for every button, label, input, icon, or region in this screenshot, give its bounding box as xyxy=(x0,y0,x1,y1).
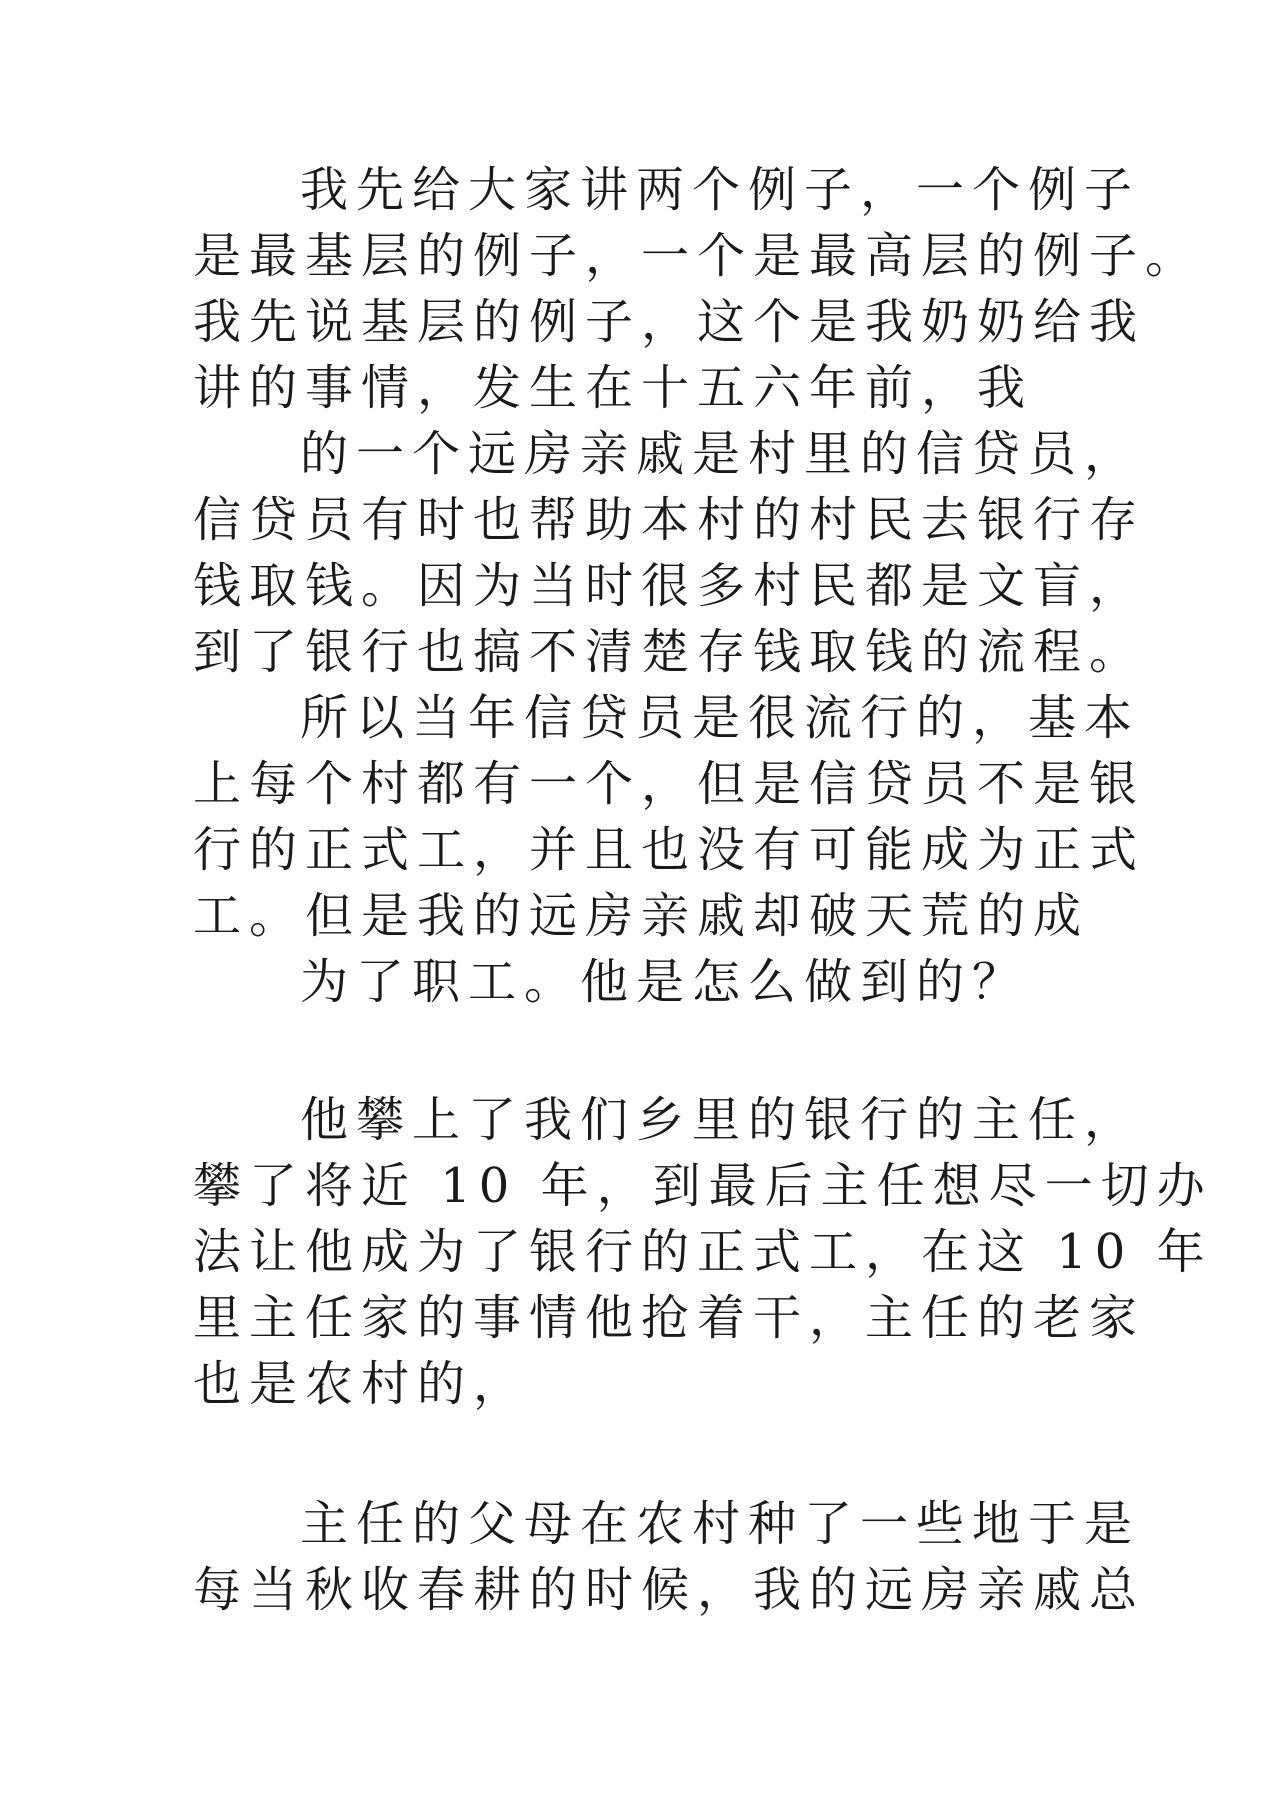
text-line: 也是农村的， xyxy=(193,1356,530,1412)
text-line: 他攀上了我们乡里的银行的主任， xyxy=(300,1092,1141,1148)
text-line: 主任的父母在农村种了一些地于是 xyxy=(300,1496,1141,1552)
text-line: 钱取钱。因为当时很多村民都是文盲， xyxy=(193,558,1146,614)
text-line: 讲的事情，发生在十五六年前，我 xyxy=(193,360,1034,416)
text-line: 上每个村都有一个，但是信贷员不是银 xyxy=(193,756,1146,812)
text-line: 到了银行也搞不清楚存钱取钱的流程。 xyxy=(193,624,1146,680)
text-line: 所以当年信贷员是很流行的，基本 xyxy=(300,690,1141,746)
text-line: 是最基层的例子，一个是最高层的例子。 xyxy=(193,228,1202,284)
text-line: 为了职工。他是怎么做到的？ xyxy=(300,954,1029,1010)
text-line: 行的正式工，并且也没有可能成为正式 xyxy=(193,822,1146,878)
text-line: 信贷员有时也帮助本村的村民去银行存 xyxy=(193,492,1146,548)
text-line: 里主任家的事情他抢着干，主任的老家 xyxy=(193,1290,1146,1346)
text-line: 我先说基层的例子，这个是我奶奶给我 xyxy=(193,294,1146,350)
text-line: 攀了将近 10 年，到最后主任想尽一切办 xyxy=(193,1158,1213,1214)
text-line: 法让他成为了银行的正式工，在这 10 年 xyxy=(193,1224,1213,1280)
text-line: 的一个远房亲戚是村里的信贷员， xyxy=(300,426,1141,482)
text-line: 我先给大家讲两个例子，一个例子 xyxy=(300,162,1141,218)
text-line: 工。但是我的远房亲戚却破天荒的成 xyxy=(193,888,1090,944)
text-line: 每当秋收春耕的时候，我的远房亲戚总 xyxy=(193,1562,1146,1618)
